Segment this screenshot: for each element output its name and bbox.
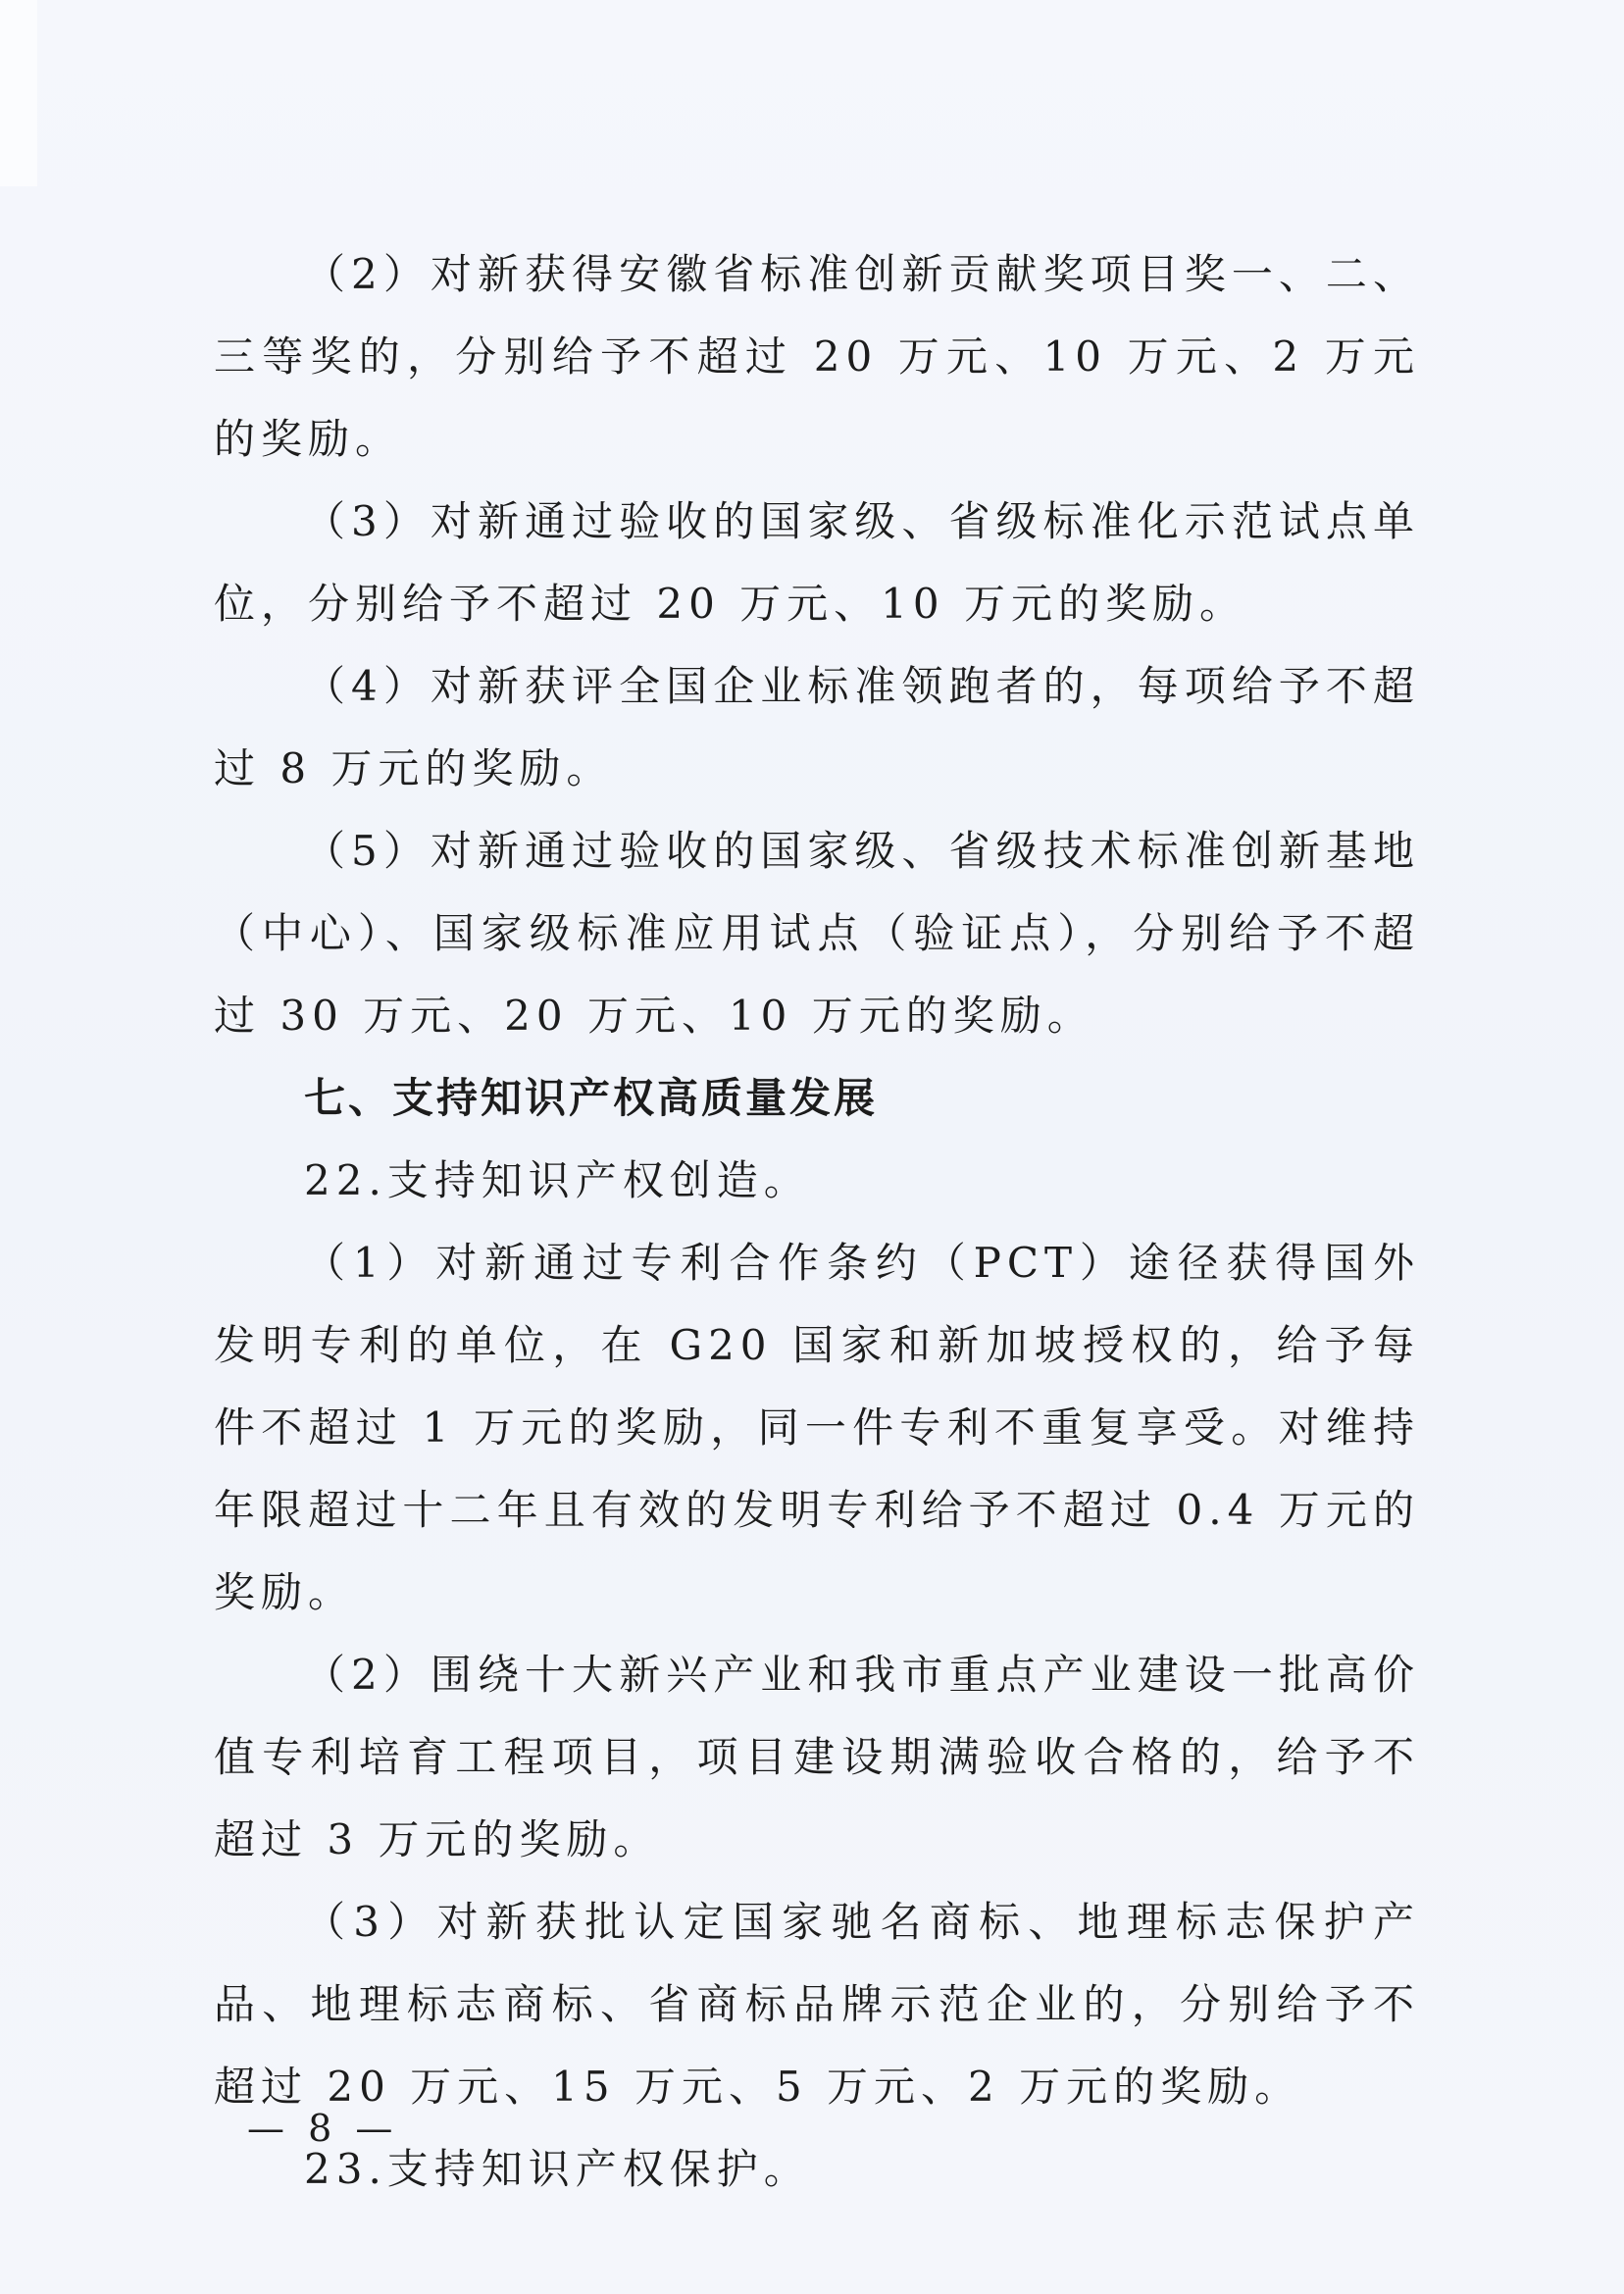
page-number: — 8 — <box>247 2107 399 2150</box>
paragraph-item-2-high-value-patent: （2）围绕十大新兴产业和我市重点产业建设一批高价值专利培育工程项目，项目建设期满验收合格的，给予不超过 3 万元的奖励。 <box>214 1651 1420 1863</box>
section-heading-ip-development: 七、支持知识产权高质量发展 <box>304 1074 879 1122</box>
paragraph-item-3-demonstration-pilot: （3）对新通过验收的国家级、省级标准化示范试点单位，分别给予不超过 20 万元、10 万元的奖励。 <box>214 497 1420 628</box>
paragraph-23-ip-protection: 23.支持知识产权保护。 <box>304 2145 811 2193</box>
paragraph-item-5-innovation-base: （5）对新通过验收的国家级、省级技术标准创新基地（中心）、国家级标准应用试点（验证点），分别给予不超过 30 万元、20 万元、10 万元的奖励。 <box>214 827 1420 1040</box>
paragraph-item-4-enterprise-leader: （4）对新获评全国企业标准领跑者的，每项给予不超过 8 万元的奖励。 <box>214 662 1420 792</box>
paragraph-item-2-standard-award: （2）对新获得安徽省标准创新贡献奖项目奖一、二、三等奖的，分别给予不超过 20 万元、10 万元、2 万元的奖励。 <box>214 250 1420 463</box>
document-body <box>214 233 1420 2211</box>
paragraph-item-1-pct-patent: （1）对新通过专利合作条约（PCT）途径获得国外发明专利的单位，在 G20 国家和新加坡授权的，给予每件不超过 1 万元的奖励，同一件专利不重复享受。对维持年限超过十二年且有效的发明专利给予不超过 0.4 万元的奖励。 <box>214 1239 1420 1616</box>
paragraph-item-3-trademark: （3）对新获批认定国家驰名商标、地理标志保护产品、地理标志商标、省商标品牌示范企业的，分别给予不超过 20 万元、15 万元、5 万元、2 万元的奖励。 <box>214 1898 1420 2111</box>
scan-corner-mark <box>0 0 37 186</box>
paragraph-22-ip-creation: 22.支持知识产权创造。 <box>304 1156 811 1204</box>
